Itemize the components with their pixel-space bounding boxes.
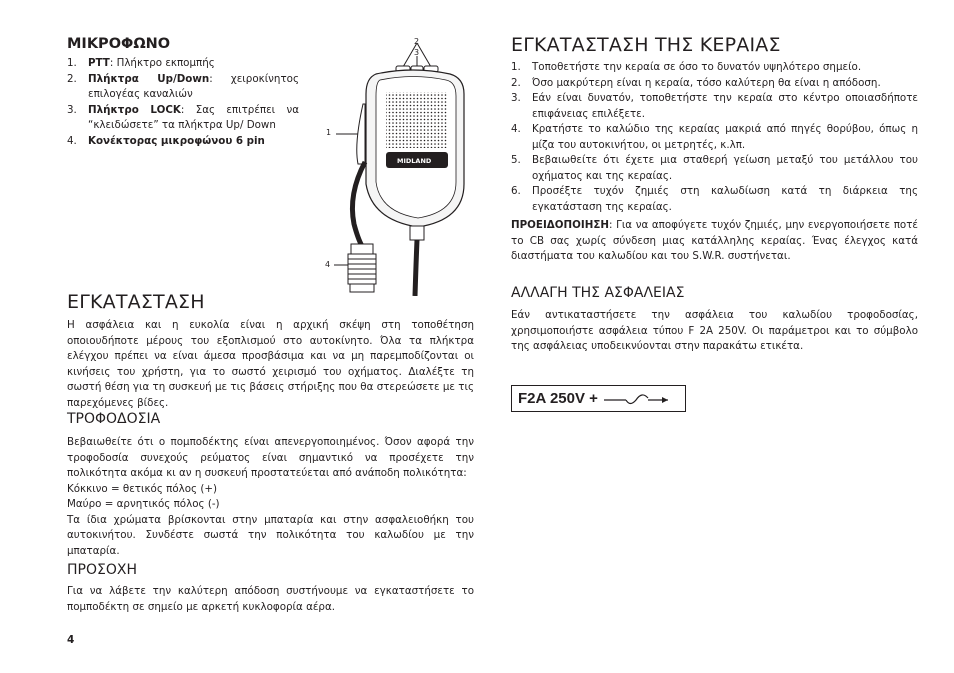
- list-item: 2. Πλήκτρα Up/Down: χειροκίνητος επιλογέας καναλιών: [67, 72, 300, 100]
- caution-text: Για να λάβετε την καλύτερη απόδοση συστήνουμε να εγκαταστήσετε το πομποδέκτη σε σημείο με αρκετή κυκλοφορία αέρα.: [67, 585, 474, 613]
- list-item: 1. PTT: Πλήκτρο εκπομπής: [67, 57, 215, 69]
- list-item: 6. Προσέξτε τυχόν ζημιές στη καλωδίωση κατά τη διάρκεια της εγκατάσταση της κεραίας.: [511, 185, 918, 213]
- warning-text: : Για να αποφύγετε τυχόν ζημιές, μην ενεργοποιήσετε ποτέ το CB σας χωρίς σύνδεση μιας κατάλληλης κεραίας. Ένας έλεγχος κατά διαστήματα του καλωδίου και του S.W.R. συστήνεται.: [511, 219, 918, 262]
- installation-text: Η ασφάλεια και η ευκολία είναι η αρχική σκέψη στη τοποθέτηση οποιουδήποτε μέρους του εξοπλισμού στο αυτοκίνητο. Όλα τα πλήκτρα ελέγχου πρέπει να είναι άμεσα προσβάσιμα και να μη παρεμποδίζονται οι κινήσεις του χρήστη, για το σωστό χειρισμό του οχήματος. Διαλέξτε τη σωστή θέση για τη συσκευή με τις βάσεις στήριξης που θα στερεώσετε με τις παρεχόμενες βίδες.: [67, 319, 474, 409]
- power-section: [67, 435, 474, 559]
- antenna-warning: [511, 218, 918, 265]
- list-item: 1. Τοποθετήστε την κεραία σε όσο το δυνατόν υψηλότερο σημείο.: [511, 61, 862, 73]
- callout-4: 4: [325, 260, 331, 269]
- speaker-grille: [386, 92, 448, 148]
- warning-label: ΠΡΟΕΙΔΟΠΟΙΗΣΗ: [511, 219, 609, 231]
- fuse-text: Εάν αντικαταστήσετε την ασφάλεια του καλωδίου τροφοδοσίας, χρησιμοποιήστε ασφάλεια τύπου F 2A 250V. Οι παράμετροι και το σύμβολο της ασφάλειας υποδεικνύονται στην παρακάτω ετικέτα.: [511, 309, 918, 352]
- power-text: Βεβαιωθείτε ότι ο πομποδέκτης είναι απενεργοποιημένος. Όσον αφορά την τροφοδοσία συνεχούς ρεύματος είναι σημαντικό να προσέχετε την πολικότητα ακόμα κι αν η συσκευή προστατεύεται από ανάποδη πολικότητα:: [67, 436, 474, 479]
- callout-3: 3: [414, 48, 420, 57]
- power-text-2: Τα ίδια χρώματα βρίσκονται στην μπαταρία και στην ασφαλειοθήκη του αυτοκινήτου. Συνδέστε σωστά την πολικότητα του καλωδίου με την μπαταρία.: [67, 513, 474, 557]
- callout-1: 1: [326, 128, 332, 137]
- list-item: 2. Όσο μακρύτερη είναι η κεραία, τόσο καλύτερη θα είναι η απόδοση.: [511, 76, 881, 89]
- power-red-line: Κόκκινο = θετικός πόλος (+): [67, 482, 218, 495]
- fuse-label-box: [511, 385, 686, 412]
- callout-2: 2: [414, 37, 420, 46]
- list-item: 4. Κρατήστε το καλώδιο της κεραίας μακριά από πηγές θορύβου, όπως η μίζα του αυτοκινήτου, οι μετρητές, κ.λπ.: [511, 123, 918, 151]
- microphone-illustration: [318, 34, 478, 296]
- power-black-line: Μαύρο = αρνητικός πόλος (-): [67, 498, 220, 510]
- ptt-button-illustration: [357, 104, 365, 164]
- connector-6pin-illustration: [348, 244, 376, 292]
- brand-logo: MIDLAND: [397, 157, 432, 165]
- fuse-symbol-icon: [602, 388, 670, 410]
- list-item: 3. Πλήκτρο LOCK: Σας επιτρέπει να “κλειδώσετε” τα πλήκτρα Up/ Down: [67, 103, 299, 131]
- antenna-list: [511, 60, 918, 215]
- caution-heading: ΠΡΟΣΟΧΗ: [67, 562, 137, 578]
- mic-heading: ΜΙΚΡΟΦΩΝΟ: [67, 36, 171, 52]
- fuse-heading: ΑΛΛΑΓΗ ΤΗΣ ΑΣΦΑΛΕΙΑΣ: [511, 285, 685, 301]
- installation-heading: ΕΓΚΑΤΑΣΤΑΣΗ: [67, 291, 205, 313]
- list-item: 3. Εάν είναι δυνατόν, τοποθετήστε την κεραία στο κέντρο οποιασδήποτε επιφάνειας επιλέξετε.: [511, 92, 918, 120]
- list-item: 4. Κονέκτορας μικροφώνου 6 pin: [67, 134, 265, 147]
- list-item: 5. Βεβαιωθείτε ότι έχετε μια σταθερή γείωση μεταξύ του μετάλλου του οχήματος και της κεραίας.: [511, 154, 918, 182]
- page-number: 4: [67, 634, 75, 646]
- antenna-heading: ΕΓΚΑΤΑΣΤΑΣΗ ΤΗΣ ΚΕΡΑΙΑΣ: [511, 34, 781, 56]
- fuse-label-text: F2A 250V +: [518, 390, 598, 407]
- mic-parts-list: [67, 56, 299, 149]
- power-heading: ΤΡΟΦΟΔΟΣΙΑ: [67, 411, 161, 427]
